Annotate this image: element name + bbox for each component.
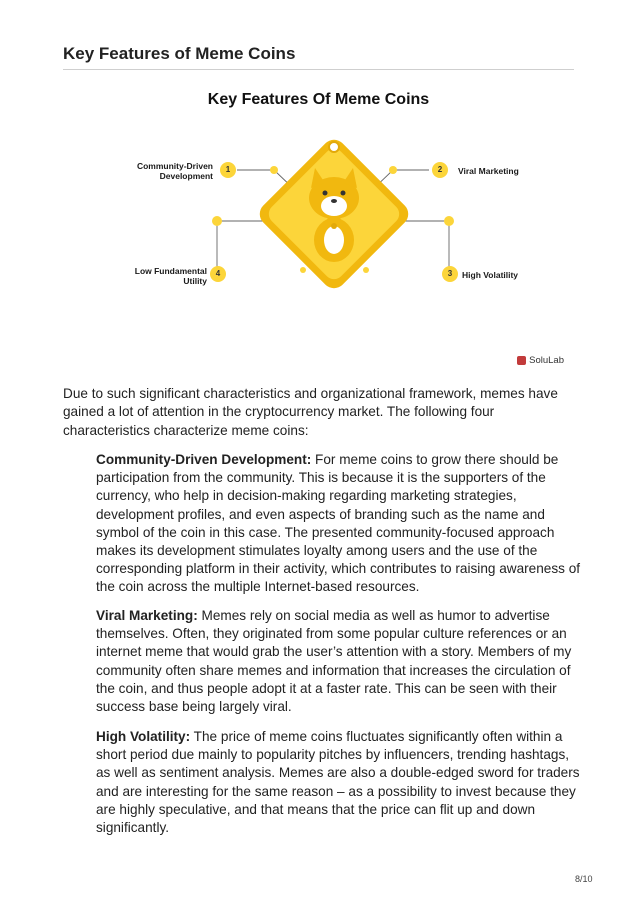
feature-item-volatility	[96, 728, 582, 837]
feature-1-badge: 1	[220, 162, 236, 178]
feature-text: For meme coins to grow there should be participation from the community. This is because it is the supporters of the currency, who help in decision-making regarding marketing strategies, development profiles, and even aspects of branding such as the name and symbol of the coin in this case. The presented community-focused approach makes its development stimulates loyalty among users and the use of the corresponding platform in their activity, which contributes to raising awareness of the coin across the multiple Internet-based resources.	[96, 452, 581, 595]
page-number: 8/10	[575, 874, 593, 884]
feature-3-label: High Volatility	[462, 270, 519, 280]
connector-lines	[63, 80, 574, 376]
heading-divider	[63, 69, 574, 70]
feature-4-label: Low Fundamental Utility	[134, 266, 207, 286]
feature-text: The price of meme coins fluctuates significantly often within a short period due mainly to popularity pitches by influencers, trending hashtags, as well as sentiment analysis. Memes are also a double-edged sword for traders and are interesting for the same reason – as a possibility to invest because they are highly speculative, and that means that the price can flit up and down significantly.	[96, 729, 580, 836]
feature-item-community	[96, 451, 582, 597]
feature-term: High Volatility:	[96, 729, 191, 744]
feature-term: Community-Driven Development:	[96, 452, 312, 467]
feature-term: Viral Marketing:	[96, 608, 198, 623]
feature-item-viral	[96, 607, 582, 716]
brand-name: SoluLab	[529, 355, 564, 366]
solulab-logo	[517, 355, 564, 366]
meme-coin-diamond-icon	[255, 135, 413, 293]
solulab-mark-icon	[517, 356, 526, 365]
feature-3-badge: 3	[442, 266, 458, 282]
intro-paragraph: Due to such significant characteristics and organizational framework, memes have gained a lot of attention in the cryptocurrency market. The following four characteristics characterize meme coins:	[63, 386, 558, 438]
feature-1-label: Community-Driven Development	[136, 161, 213, 181]
figure-title: Key Features Of Meme Coins	[207, 91, 430, 108]
feature-2-badge: 2	[432, 162, 448, 178]
feature-2-label: Viral Marketing	[458, 166, 519, 176]
features-figure	[63, 80, 574, 376]
page-heading: Key Features of Meme Coins	[63, 44, 296, 63]
feature-text: Memes rely on social media as well as humor to advertise themselves. Often, they originated from some popular culture references or an internet meme that would grab the user’s attention with a story. Members of my community often share memes and information that increases the circulation of the coin, and thus people adopt it at a faster rate. This can be seen with their success base being largely viral.	[96, 608, 572, 715]
feature-4-badge: 4	[210, 266, 226, 282]
